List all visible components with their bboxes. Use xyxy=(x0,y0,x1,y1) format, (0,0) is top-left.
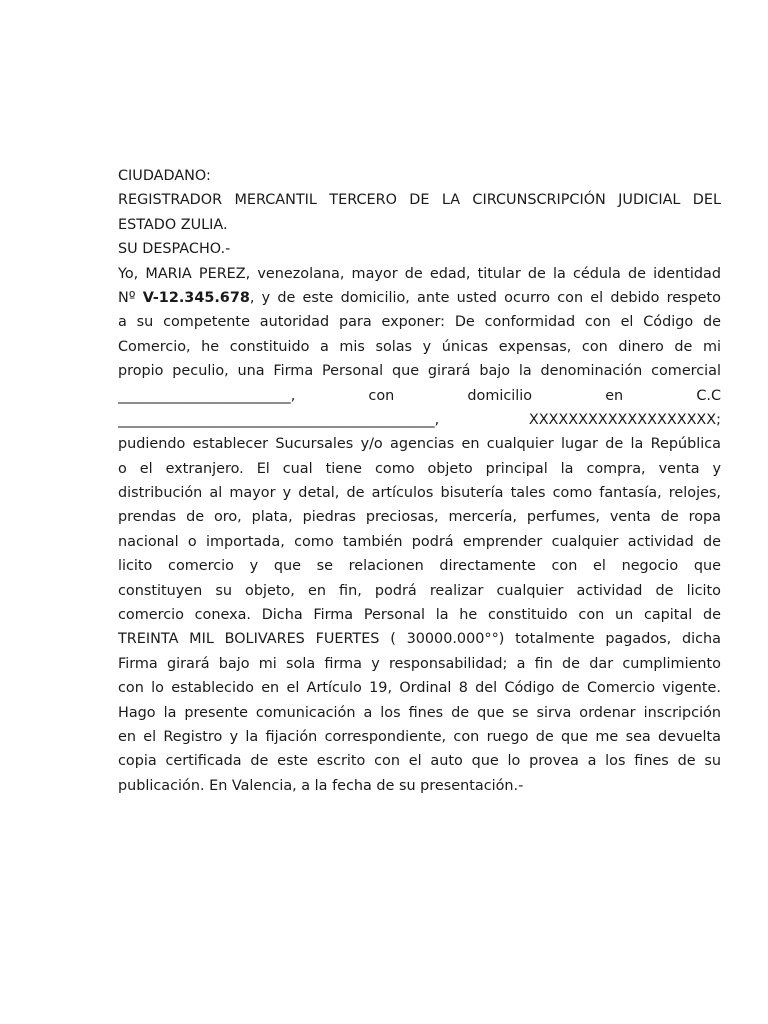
text-line: ESTADO ZULIA. xyxy=(118,216,228,233)
text-line: CIUDADANO: xyxy=(118,168,211,184)
text-line: copia certificada de este escrito con el auto que lo provea a los fines de su xyxy=(118,753,721,770)
text-line: ____________________________________________, XXXXXXXXXXXXXXXXXXX; xyxy=(118,411,721,428)
letter-body xyxy=(118,164,721,798)
id-number: V-12.345.678 xyxy=(142,289,250,306)
text-segment: , y de este domicilio, ante usted ocurro con el debido respeto xyxy=(249,289,721,306)
text-line: licito comercio y que se relacionen directamente con el negocio que xyxy=(118,558,721,575)
text-line: Hago la presente comunicación a los fines de que se sirva ordenar inscripción xyxy=(118,704,721,721)
text-line: Comercio, he constituido a mis solas y únicas expensas, con dinero de mi xyxy=(118,338,721,355)
text-line: ________________________, con domicilio en C.C xyxy=(118,387,721,404)
text-line: REGISTRADOR MERCANTIL TERCERO DE LA CIRCUNSCRIPCIÓN JUDICIAL DEL xyxy=(118,192,721,209)
text-line: en el Registro y la fijación correspondiente, con ruego de que me sea devuelta xyxy=(118,728,721,745)
text-line: con lo establecido en el Artículo 19, Ordinal 8 del Código de Comercio vigente. xyxy=(118,680,721,697)
text-line: comercio conexa. Dicha Firma Personal la he constituido con un capital de xyxy=(118,607,721,624)
text-line: SU DESPACHO.- xyxy=(118,241,231,258)
text-line: publicación. En Valencia, a la fecha de su presentación.- xyxy=(118,777,524,794)
text-line: nacional o importada, como también podrá emprender cualquier actividad de xyxy=(118,533,721,550)
text-line: propio peculio, una Firma Personal que girará bajo la denominación comercial xyxy=(118,363,721,380)
text-line: constituyen su objeto, en fin, podrá realizar cualquier actividad de licito xyxy=(118,582,721,599)
text-line: TREINTA MIL BOLIVARES FUERTES ( 30000.000°°) totalmente pagados, dicha xyxy=(118,631,721,648)
text-line xyxy=(118,286,721,310)
text-line: Firma girará bajo mi sola firma y responsabilidad; a fin de dar cumplimiento xyxy=(118,655,721,672)
text-line: distribución al mayor y detal, de artículos bisutería tales como fantasía, relojes, xyxy=(118,485,721,502)
text-segment: Nº xyxy=(118,289,143,306)
text-line: a su competente autoridad para exponer: De conformidad con el Código de xyxy=(118,314,721,331)
text-line: pudiendo establecer Sucursales y/o agencias en cualquier lugar de la República xyxy=(118,436,721,453)
text-line: o el extranjero. El cual tiene como objeto principal la compra, venta y xyxy=(118,460,721,477)
text-line: prendas de oro, plata, piedras preciosas, mercería, perfumes, venta de ropa xyxy=(118,509,721,526)
text-line: Yo, MARIA PEREZ, venezolana, mayor de edad, titular de la cédula de identidad xyxy=(118,265,721,282)
